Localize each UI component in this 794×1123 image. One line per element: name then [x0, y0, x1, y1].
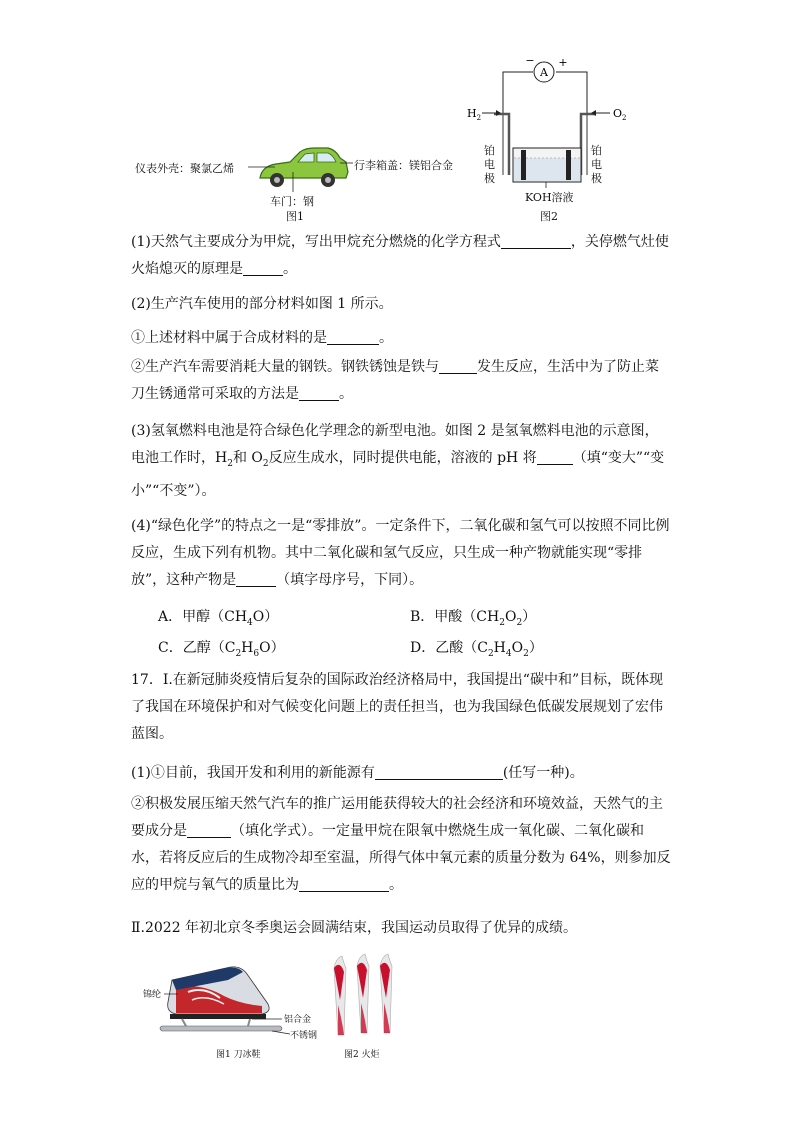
fig1-caption: 图1: [286, 210, 304, 223]
choice-c[interactable]: C．乙醇$(C_2H_6O)$: [158, 640, 285, 659]
label-car-door: 车门：钢: [270, 195, 314, 208]
h2-label: $H_2$: [467, 107, 482, 122]
plus-sign: +: [558, 56, 568, 69]
fig2-caption: 图2: [540, 210, 558, 223]
question-3: (3)氢氧燃料电池是符合绿色化学理念的新型电池。如图 2 是氢氧燃料电池的示意图，电池工作时，$H_2$和 $O_2$反应生成水，同时提供电能，溶液的 pH 将 （填“变大”“变小”“不变”）。: [131, 423, 665, 499]
label-trunk-lid: 行李箱盖：镁铝合金: [354, 159, 453, 172]
question-17-sub1: (1)①目前，我国开发和利用的新能源有 (任写一种)。: [131, 765, 584, 781]
choice-a[interactable]: A．甲醇$(CH_4O)$: [158, 609, 279, 628]
question-2-sub2: ②生产汽车需要消耗大量的钢铁。钢铁锈蚀是铁与 发生反应，生活中为了防止菜刀生锈通常可采取的方法是 。: [131, 359, 659, 402]
label-aluminum-alloy: 铝合金: [284, 1015, 312, 1025]
question-2-sub1: ①上述材料中属于合成材料的是 。: [131, 330, 393, 346]
choice-b[interactable]: B．甲酸$(CH_2O_2)$: [410, 609, 537, 628]
left-electrode-label: 铂电极: [484, 144, 495, 185]
fig2-torch-caption: 图2 火炬: [344, 1050, 380, 1060]
question-17-sub2: ②积极发展压缩天然气汽车的推广运用能获得较大的社会经济和环境效益，天然气的主要成分是 （填化学式）。一定量甲烷在限氧中燃烧生成一氧化碳、二氧化碳和水，若将反应后的生成物冷却至室温，所得气体中氧元素的质量分数为 64%，则参加反应的甲烷与氧气的质量比为 。: [131, 796, 671, 893]
ammeter-letter: A: [540, 66, 548, 79]
choice-d[interactable]: D．乙酸$(C_2H_4O_2)$: [410, 640, 543, 659]
label-dashboard-shell: 仪表外壳：聚氯乙烯: [135, 162, 234, 175]
question-2-intro: (2)生产汽车使用的部分材料如图 1 所示。: [131, 296, 393, 312]
ice-skate-illustration: [160, 967, 290, 1034]
torch-illustration: [334, 954, 392, 1035]
minus-sign: −: [525, 54, 535, 67]
koh-label: KOH溶液: [525, 191, 574, 204]
o2-label: $O_2$: [613, 107, 627, 122]
question-1: (1)天然气主要成分为甲烷，写出甲烷充分燃烧的化学方程式 ，关停燃气灶使火焰熄灭的原理是 。: [131, 234, 669, 277]
fig1-skate-caption: 图1 刀冰鞋: [216, 1050, 261, 1060]
question-4: (4)“绿色化学”的特点之一是“零排放”。一定条件下，二氧化碳和氢气可以按照不同比例反应，生成下列有机物。其中二氧化碳和氢气反应，只生成一种产物就能实现“零排放”，这种产物是 （填字母序号，下同）。: [131, 518, 670, 588]
label-stainless-steel: 不锈钢: [290, 1031, 318, 1041]
question-17-part1: 17．Ⅰ.在新冠肺炎疫情后复杂的国际政治经济格局中，我国提出“碳中和”目标，既体现了我国在环境保护和对气候变化问题上的责任担当，也为我国绿色低碳发展规划了宏伟蓝图。: [131, 672, 664, 742]
question-17-part2: Ⅱ.2022 年初北京冬季奥运会圆满结束，我国运动员取得了优异的成绩。: [131, 920, 578, 936]
right-electrode-label: 铂电极: [591, 144, 602, 185]
label-nylon: 锦纶: [143, 990, 162, 1000]
